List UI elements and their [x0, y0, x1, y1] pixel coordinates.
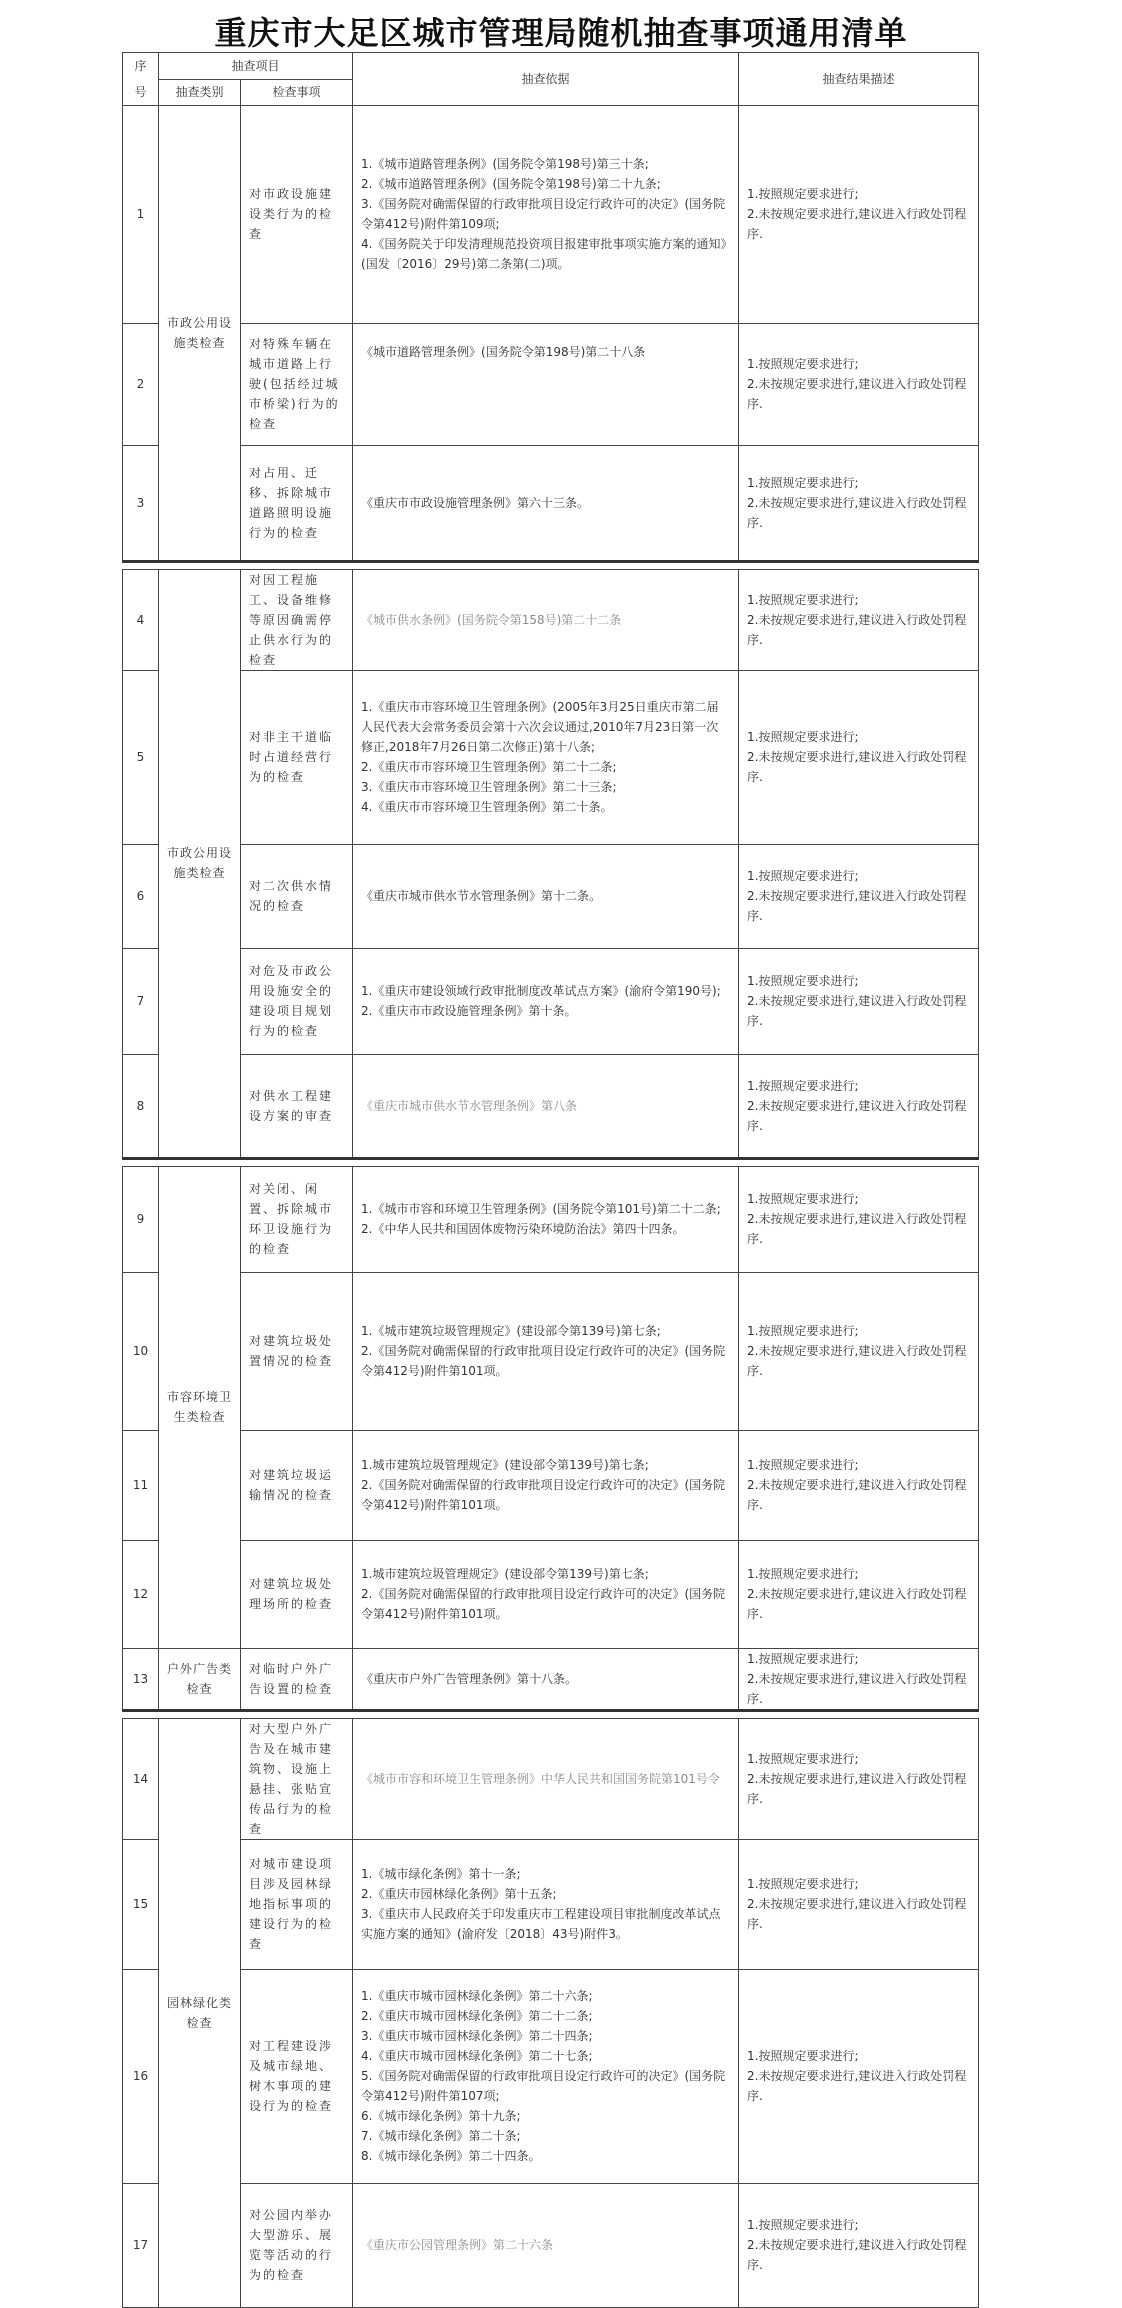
row-number: 9: [123, 1166, 159, 1272]
inspection-basis: 1.城市建筑垃圾管理规定》(建设部令第139号)第七条; 2.《国务院对确需保留的行政审批项目设定行政许可的决定》(国务院令第412号)附件第101项。: [353, 1430, 739, 1540]
row-number: 4: [123, 569, 159, 670]
table-row: [123, 670, 979, 844]
table-row: [123, 1540, 979, 1648]
inspection-item: 对建筑垃圾处理场所的检查: [241, 1540, 353, 1648]
result-description: 1.按照规定要求进行; 2.未按规定要求进行,建议进入行政处罚程序.: [739, 948, 979, 1054]
row-number: 13: [123, 1648, 159, 1710]
table-row: [123, 105, 979, 323]
page-title: 重庆市大足区城市管理局随机抽查事项通用清单: [214, 14, 908, 52]
inspection-basis: 《重庆市市政设施管理条例》第六十三条。: [353, 445, 739, 561]
section-divider: [123, 561, 979, 569]
result-description: 1.按照规定要求进行; 2.未按规定要求进行,建议进入行政处罚程序.: [739, 1166, 979, 1272]
header-seq-top: 序: [123, 53, 159, 80]
result-description: 1.按照规定要求进行; 2.未按规定要求进行,建议进入行政处罚程序.: [739, 1839, 979, 1969]
category-landscaping: 园林绿化类检查: [159, 1718, 241, 2307]
table-row: [123, 1718, 979, 1839]
inspection-item: 对占用、迁移、拆除城市道路照明设施行为的检查: [241, 445, 353, 561]
row-number: 12: [123, 1540, 159, 1648]
inspection-item: 对市政设施建设类行为的检查: [241, 105, 353, 323]
result-description: 1.按照规定要求进行; 2.未按规定要求进行,建议进入行政处罚程序.: [739, 105, 979, 323]
category-municipal-facilities: 市政公用设施类检查: [159, 105, 241, 561]
header-matter: 检查事项: [241, 79, 353, 105]
header-item-group: 抽查项目: [159, 53, 353, 80]
header-category: 抽查类别: [159, 79, 241, 105]
header-result: 抽查结果描述: [739, 53, 979, 106]
inspection-item: 对因工程施工、设备维修等原因确需停止供水行为的检查: [241, 569, 353, 670]
inspection-item: 对关闭、闲置、拆除城市环卫设施行为的检查: [241, 1166, 353, 1272]
row-number: 1: [123, 105, 159, 323]
table-row: [123, 569, 979, 670]
result-description: 1.按照规定要求进行; 2.未按规定要求进行,建议进入行政处罚程序.: [739, 323, 979, 445]
inspection-basis: 1.《重庆市建设领域行政审批制度改革试点方案》(渝府令第190号); 2.《重庆市市政设施管理条例》第十条。: [353, 948, 739, 1054]
inspection-item: 对大型户外广告及在城市建筑物、设施上悬挂、张贴宣传品行为的检查: [241, 1718, 353, 1839]
inspection-basis: 《重庆市户外广告管理条例》第十八条。: [353, 1648, 739, 1710]
table-row: [123, 1648, 979, 1710]
header-basis: 抽查依据: [353, 53, 739, 106]
inspection-item: 对建筑垃圾运输情况的检查: [241, 1430, 353, 1540]
header-seq-bottom: 号: [123, 79, 159, 105]
table-row: [123, 1054, 979, 1158]
category-municipal-facilities-2: 市政公用设施类检查: [159, 569, 241, 1158]
inspection-item: 对供水工程建设方案的审查: [241, 1054, 353, 1158]
row-number: 3: [123, 445, 159, 561]
section-divider: [123, 1158, 979, 1166]
inspection-item: 对工程建设涉及城市绿地、树木事项的建设行为的检查: [241, 1969, 353, 2183]
table-row: [123, 844, 979, 948]
result-description: 1.按照规定要求进行; 2.未按规定要求进行,建议进入行政处罚程序.: [739, 1430, 979, 1540]
category-outdoor-ads: 户外广告类检查: [159, 1648, 241, 1710]
result-description: 1.按照规定要求进行; 2.未按规定要求进行,建议进入行政处罚程序.: [739, 1054, 979, 1158]
inspection-item: 对城市建设项目涉及园林绿地指标事项的建设行为的检查: [241, 1839, 353, 1969]
result-description: 1.按照规定要求进行; 2.未按规定要求进行,建议进入行政处罚程序.: [739, 1540, 979, 1648]
result-description: 1.按照规定要求进行; 2.未按规定要求进行,建议进入行政处罚程序.: [739, 670, 979, 844]
row-number: 10: [123, 1272, 159, 1430]
result-description: 1.按照规定要求进行; 2.未按规定要求进行,建议进入行政处罚程序.: [739, 1648, 979, 1710]
result-description: 1.按照规定要求进行; 2.未按规定要求进行,建议进入行政处罚程序.: [739, 1272, 979, 1430]
table-row: [123, 948, 979, 1054]
inspection-basis: 《城市供水条例》(国务院令第158号)第二十二条: [353, 569, 739, 670]
inspection-table: [122, 52, 979, 2308]
table-row: [123, 323, 979, 445]
category-city-sanitation: 市容环境卫生类检查: [159, 1166, 241, 1648]
inspection-basis: 《城市道路管理条例》(国务院令第198号)第二十八条: [353, 323, 739, 445]
row-number: 17: [123, 2183, 159, 2307]
table-row: [123, 1166, 979, 1272]
inspection-basis: 1.《城市建筑垃圾管理规定》(建设部令第139号)第七条; 2.《国务院对确需保留的行政审批项目设定行政许可的决定》(国务院令第412号)附件第101项。: [353, 1272, 739, 1430]
row-number: 2: [123, 323, 159, 445]
inspection-basis: 1.《城市绿化条例》第十一条; 2.《重庆市园林绿化条例》第十五条; 3.《重庆市人民政府关于印发重庆市工程建设项目审批制度改革试点实施方案的通知》(渝府发〔2018〕43号)附件3。: [353, 1839, 739, 1969]
inspection-basis: 1.《城市市容和环境卫生管理条例》(国务院令第101号)第二十二条; 2.《中华人民共和国固体废物污染环境防治法》第四十四条。: [353, 1166, 739, 1272]
row-number: 7: [123, 948, 159, 1054]
result-description: 1.按照规定要求进行; 2.未按规定要求进行,建议进入行政处罚程序.: [739, 1718, 979, 1839]
row-number: 16: [123, 1969, 159, 2183]
table-row: [123, 1272, 979, 1430]
inspection-item: 对公园内举办大型游乐、展览等活动的行为的检查: [241, 2183, 353, 2307]
inspection-basis: 1.城市建筑垃圾管理规定》(建设部令第139号)第七条; 2.《国务院对确需保留的行政审批项目设定行政许可的决定》(国务院令第412号)附件第101项。: [353, 1540, 739, 1648]
result-description: 1.按照规定要求进行; 2.未按规定要求进行,建议进入行政处罚程序.: [739, 844, 979, 948]
result-description: 1.按照规定要求进行; 2.未按规定要求进行,建议进入行政处罚程序.: [739, 1969, 979, 2183]
inspection-item: 对二次供水情况的检查: [241, 844, 353, 948]
row-number: 5: [123, 670, 159, 844]
row-number: 6: [123, 844, 159, 948]
inspection-basis: 《重庆市城市供水节水管理条例》第八条: [353, 1054, 739, 1158]
result-description: 1.按照规定要求进行; 2.未按规定要求进行,建议进入行政处罚程序.: [739, 2183, 979, 2307]
row-number: 14: [123, 1718, 159, 1839]
table-row: [123, 445, 979, 561]
inspection-basis: 1.《城市道路管理条例》(国务院令第198号)第三十条; 2.《城市道路管理条例》(国务院令第198号)第二十九条; 3.《国务院对确需保留的行政审批项目设定行政许可的决定》(国务院令第412号)附件第109项; 4.《国务院关于印发清理规范投资项目报建审批事项实施方案的通知》(国发〔2016〕29号)第二条第(二)项。: [353, 105, 739, 323]
section-divider: [123, 1710, 979, 1718]
inspection-basis: 1.《重庆市市容环境卫生管理条例》(2005年3月25日重庆市第二届人民代表大会常务委员会第十六次会议通过,2010年7月23日第一次修正,2018年7月26日第二次修正)第十八条; 2.《重庆市市容环境卫生管理条例》第二十二条; 3.《重庆市市容环境卫生管理条例》第二十三条; 4.《重庆市市容环境卫生管理条例》第二十条。: [353, 670, 739, 844]
row-number: 8: [123, 1054, 159, 1158]
inspection-item: 对建筑垃圾处置情况的检查: [241, 1272, 353, 1430]
inspection-item: 对危及市政公用设施安全的建设项目规划行为的检查: [241, 948, 353, 1054]
inspection-basis: 《重庆市公园管理条例》第二十六条: [353, 2183, 739, 2307]
inspection-basis: 《城市市容和环境卫生管理条例》中华人民共和国国务院第101号令: [353, 1718, 739, 1839]
result-description: 1.按照规定要求进行; 2.未按规定要求进行,建议进入行政处罚程序.: [739, 569, 979, 670]
inspection-item: 对非主干道临时占道经营行为的检查: [241, 670, 353, 844]
table-row: [123, 1430, 979, 1540]
result-description: 1.按照规定要求进行; 2.未按规定要求进行,建议进入行政处罚程序.: [739, 445, 979, 561]
table-row: [123, 1839, 979, 1969]
inspection-item: 对临时户外广告设置的检查: [241, 1648, 353, 1710]
inspection-basis: 1.《重庆市城市园林绿化条例》第二十六条; 2.《重庆市城市园林绿化条例》第二十二条; 3.《重庆市城市园林绿化条例》第二十四条; 4.《重庆市城市园林绿化条例》第二十七条; 5.《国务院对确需保留的行政审批项目设定行政许可的决定》(国务院令第412号)附件第107项; 6.《城市绿化条例》第十九条; 7.《城市绿化条例》第二十条; 8.《城市绿化条例》第二十四条。: [353, 1969, 739, 2183]
table-row: [123, 1969, 979, 2183]
table-row: [123, 2183, 979, 2307]
inspection-item: 对特殊车辆在城市道路上行驶(包括经过城市桥梁)行为的检查: [241, 323, 353, 445]
inspection-basis: 《重庆市城市供水节水管理条例》第十二条。: [353, 844, 739, 948]
row-number: 15: [123, 1839, 159, 1969]
row-number: 11: [123, 1430, 159, 1540]
header-row: [123, 53, 979, 80]
